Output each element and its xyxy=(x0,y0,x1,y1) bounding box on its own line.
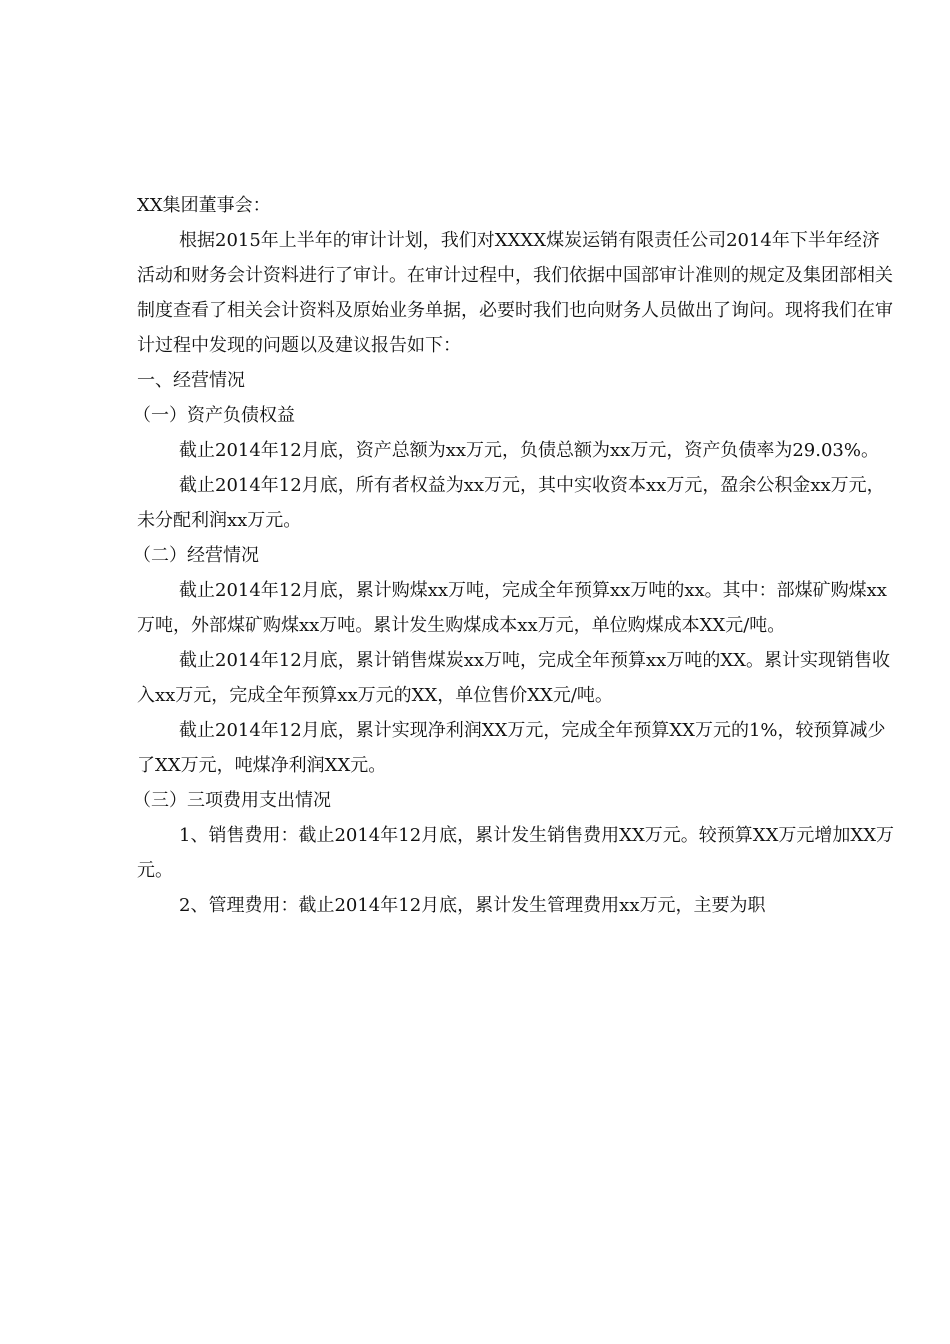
operations-paragraph-1: 截止2014年12月底，累计购煤xx万吨，完成全年预算xx万吨的xx。其中：部煤矿购煤xx万吨，外部煤矿购煤xx万吨。累计发生购煤成本xx万元，单位购煤成本XX元/吨。 xyxy=(137,580,887,636)
intro-paragraph: 根据2015年上半年的审计计划，我们对XXXX煤炭运销有限责任公司2014年下半年经济活动和财务会计资料进行了审计。在审计过程中，我们依据中国部审计准则的规定及集团部相关制度查看了相关会计资料及原始业务单据，必要时我们也向财务人员做出了询问。现将我们在审计过程中发现的问题以及建议报告如下： xyxy=(137,230,893,356)
expenses-paragraph-1: 1、销售费用：截止2014年12月底，累计发生销售费用XX万元。较预算XX万元增加XX万元。 xyxy=(137,825,895,881)
operations-paragraph-3: 截止2014年12月底，累计实现净利润XX万元，完成全年预算XX万元的1%，较预算减少了XX万元，吨煤净利润XX元。 xyxy=(137,720,886,776)
assets-paragraph-2: 截止2014年12月底，所有者权益为xx万元，其中实收资本xx万元，盈余公积金xx万元，未分配利润xx万元。 xyxy=(137,475,885,531)
subsection-heading-expenses: （三）三项费用支出情况 xyxy=(133,790,331,811)
expenses-paragraph-2: 2、管理费用：截止2014年12月底，累计发生管理费用xx万元，主要为职 xyxy=(179,895,766,916)
operations-paragraph-2: 截止2014年12月底，累计销售煤炭xx万吨，完成全年预算xx万吨的XX。累计实现销售收入xx万元，完成全年预算xx万元的XX，单位售价XX元/吨。 xyxy=(137,650,890,706)
document-body xyxy=(133,188,895,923)
subsection-heading-operations: （二）经营情况 xyxy=(133,545,259,566)
salutation: XX集团董事会： xyxy=(137,195,271,216)
subsection-heading-assets: （一）资产负债权益 xyxy=(133,405,295,426)
section-heading-operations: 一、经营情况 xyxy=(137,370,245,391)
assets-paragraph-1: 截止2014年12月底，资产总额为xx万元，负债总额为xx万元，资产负债率为29.03%。 xyxy=(179,440,879,461)
